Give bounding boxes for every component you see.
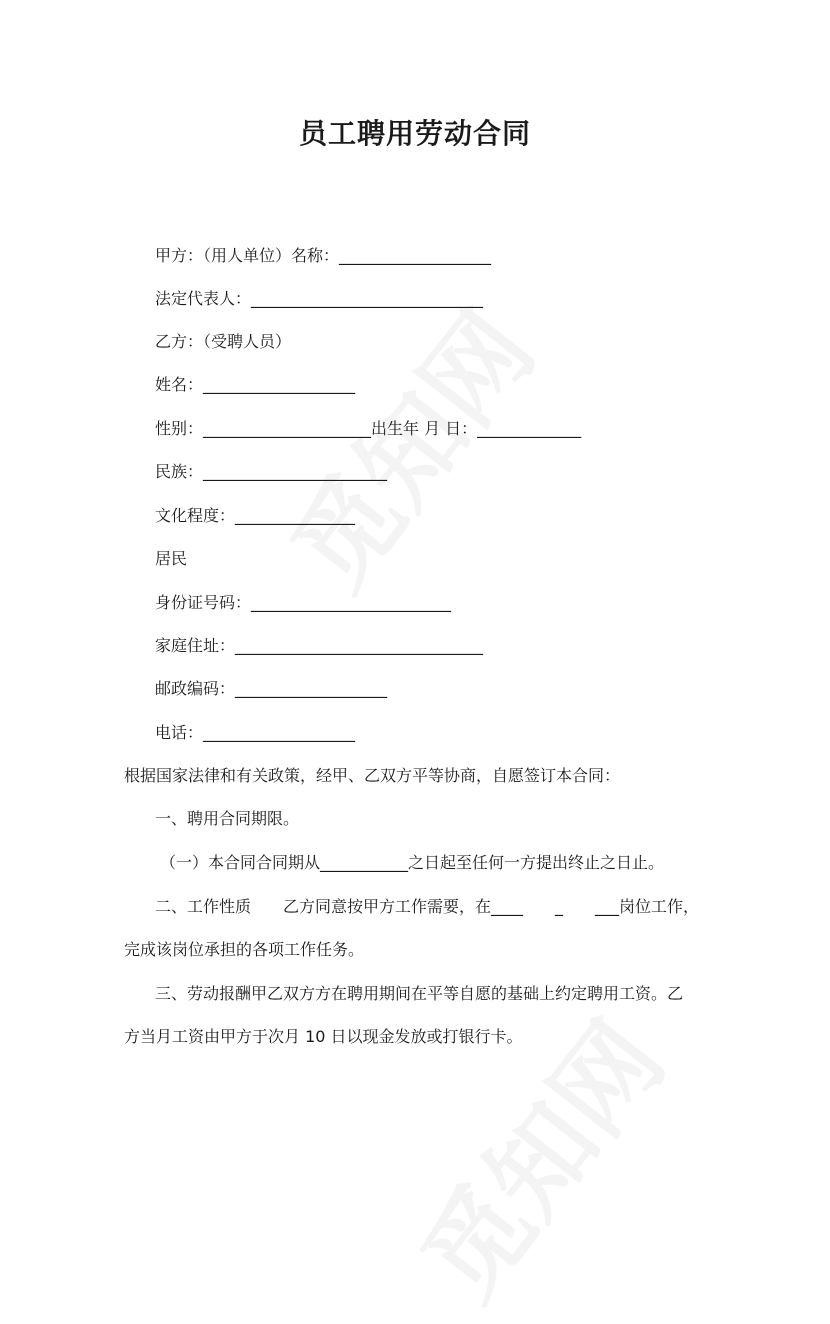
resident-label: 居民 (155, 549, 188, 568)
home-address-line: 家庭住址：_______________________________ (155, 636, 484, 655)
section-3-line-2: 方当月工资由甲方于次月 10 日以现金发放或打银行卡。 (124, 1027, 523, 1046)
party-b-heading: 乙方：（受聘人员） (155, 332, 292, 351)
education-line: 文化程度：_______________ (155, 506, 356, 525)
section-2-line-2: 完成该岗位承担的各项工作任务。 (124, 940, 365, 959)
section-3-line-1: 三、劳动报酬甲乙双方方在聘用期间在平等自愿的基础上约定聘用工资。乙 (155, 984, 684, 1003)
document-title: 员工聘用劳动合同 (298, 117, 531, 150)
name-line: 姓名：___________________ (155, 375, 356, 394)
ethnicity-line: 民族：_______________________ (155, 462, 388, 481)
section-1-clause-1: （一）本合同合同期从___________之日起至任何一方提出终止之日止。 (160, 853, 665, 872)
id-number-line: 身份证号码：_________________________ (155, 593, 452, 612)
party-a-name-line: 甲方：（用人单位）名称：___________________ (155, 246, 492, 265)
gender-birthdate-line: 性别：_____________________出生年 月 日：_____________ (155, 419, 582, 438)
postal-code-line: 邮政编码：___________________ (155, 679, 388, 698)
preamble-paragraph: 根据国家法律和有关政策，经甲、乙双方平等协商，自愿签订本合同： (124, 766, 621, 785)
section-2-line-1: 二、工作性质 乙方同意按甲方工作需要，在____ _ ___岗位工作， (155, 897, 700, 916)
phone-line: 电话：___________________ (155, 723, 356, 742)
section-1-heading: 一、聘用合同期限。 (155, 809, 300, 828)
watermark (251, 276, 561, 614)
legal-representative-line: 法定代表人：_____________________________ (155, 289, 484, 308)
